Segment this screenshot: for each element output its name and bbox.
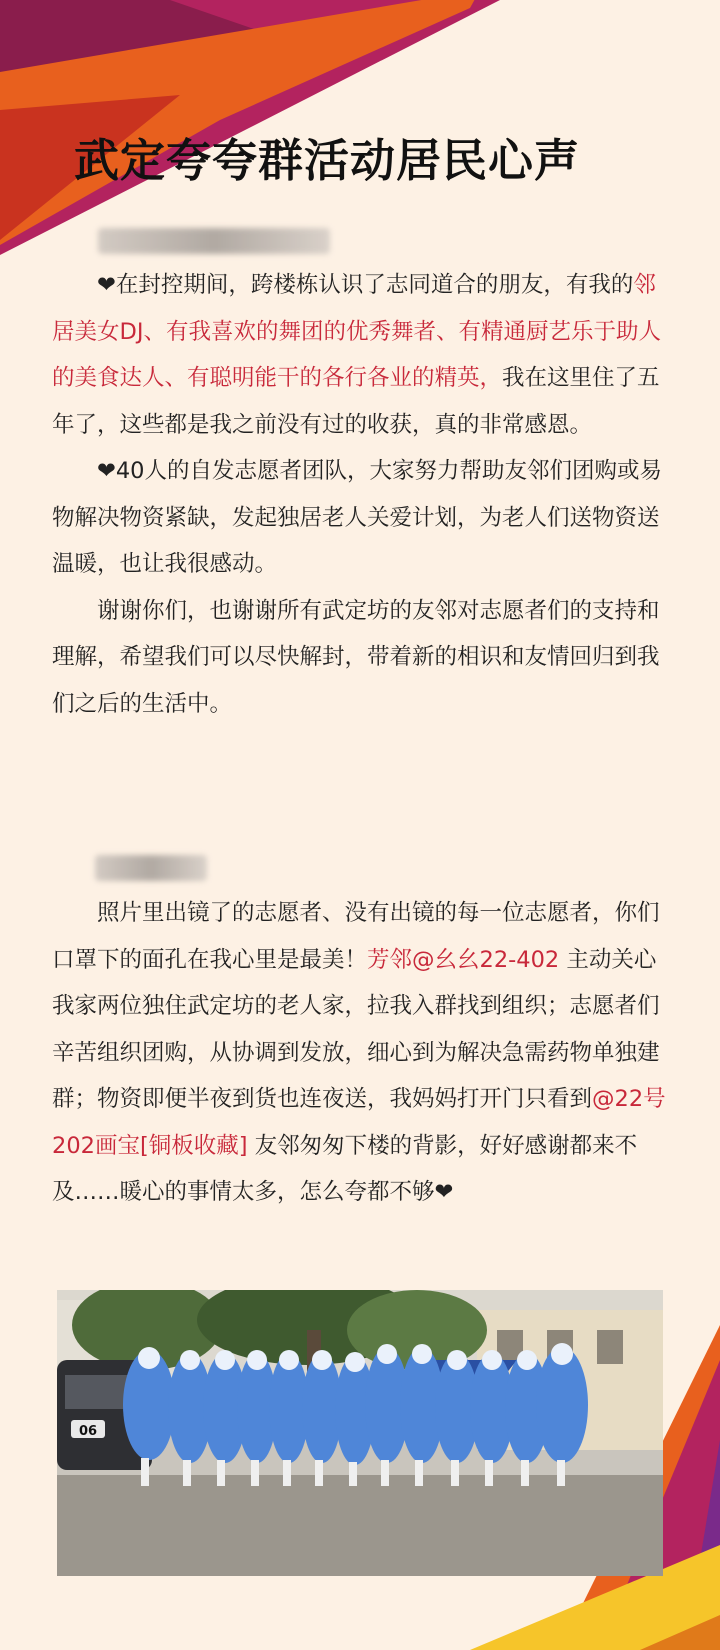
text-segment: ❤在封控期间，跨楼栋认识了志同道合的朋友，有我的 [97,272,634,298]
mention-link: 芳邻@幺幺22-402 [367,946,560,973]
photo-illustration [57,1290,663,1576]
post-paragraph [52,588,674,728]
resident-post-1 [52,262,674,727]
text-segment: 谢谢你们，也谢谢所有武定坊的友邻对志愿者们的支持和理解，希望我们可以尽快解封，带着新的相识和友情回归到我们之后的生活中。 [52,597,660,717]
blurred-username-2 [95,855,207,881]
post-paragraph [52,448,674,588]
highlighted-text: 邻居美女DJ、有我喜欢的舞团的优秀舞者、有精通厨艺乐于助人的美食达人、有聪明能干的各行各业的精英， [52,272,661,391]
blurred-username-1 [98,228,330,254]
text-segment: 我在这里住了五年了，这些都是我之前没有过的收获，真的非常感恩。 [52,365,660,438]
text-segment: 主动关心我家两位独住武定坊的老人家，拉我入群找到组织；志愿者们辛苦组织团购，从协调到发放，细心到为解决急需药物单独建群；物资即便半夜到货也连夜送，我妈妈打开门只看到 [52,946,660,1112]
text-segment: ❤40人的自发志愿者团队，大家努力帮助友邻们团购或易物解决物资紧缺，发起独居老人关爱计划，为老人们送物资送温暖，也让我很感动。 [52,458,662,577]
resident-post-2 [52,890,674,1216]
post-paragraph [52,262,674,448]
car-plate-text: 06 [78,1424,98,1439]
page-title: 武定夸夸群活动居民心声 [74,134,581,187]
post-paragraph [52,890,674,1216]
text-segment: 友邻匆匆下楼的背影，好好感谢都来不及……暖心的事情太多，怎么夸都不够❤ [52,1132,638,1205]
mention-link: @22号202画宝[铜板收藏] [52,1086,666,1159]
text-segment: 照片里出镜了的志愿者、没有出镜的每一位志愿者，你们口罩下的面孔在我心里是最美！ [52,900,660,973]
volunteer-group-photo [57,1290,663,1576]
